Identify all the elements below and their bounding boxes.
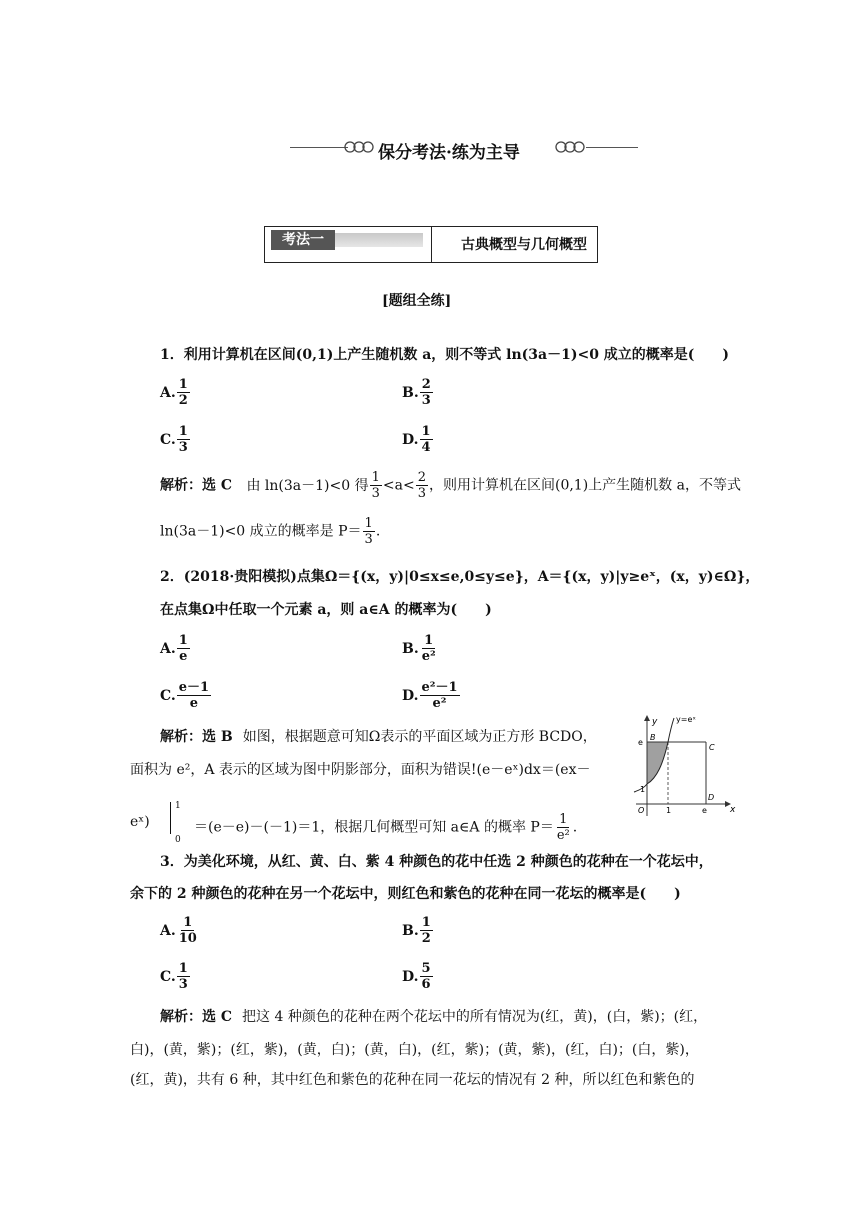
q3-stem-line2: 余下的 2 种颜色的花种在另一个花坛中，则红色和紫色的花种在同一花坛的概率是( ) bbox=[130, 886, 681, 902]
q2-option-a[interactable]: A. $\frac{1}{e}$ bbox=[160, 633, 188, 664]
q2-graph-curve-label: y=eˣ bbox=[676, 715, 696, 724]
q1-b-frac: $\frac{2}{3}$ bbox=[421, 377, 431, 408]
q2-graph-e-x: e bbox=[702, 806, 707, 815]
q3-option-d[interactable]: D. $\frac{5}{6}$ bbox=[402, 961, 431, 992]
q1-option-c[interactable]: C. $\frac{1}{3}$ bbox=[160, 424, 188, 455]
q2-option-b[interactable]: B. $\frac{1}{\text{e²}}$ bbox=[402, 633, 436, 664]
q1-sol-frac3: $\frac{1}{3}$ bbox=[364, 516, 373, 547]
q2-graph-one-x: 1 bbox=[666, 806, 672, 815]
q1-a-frac: $\frac{1}{2}$ bbox=[178, 377, 188, 408]
q1-c-frac: $\frac{1}{3}$ bbox=[178, 424, 188, 455]
q2-eval-bar bbox=[170, 802, 171, 834]
group-title: [题组全练] bbox=[382, 293, 452, 309]
topic-title: 古典概型与几何概型 bbox=[461, 237, 587, 253]
q2-graph-e-y: e bbox=[638, 738, 643, 747]
q2-graph-label-c: C bbox=[709, 743, 715, 752]
q3-stem-line1: 3．为美化环境，从红、黄、白、紫 4 种颜色的花中任选 2 种颜色的花种在一个花坛中， bbox=[160, 854, 713, 870]
q2-option-d[interactable]: D. $\frac{\text{e²－1}}{\text{e²}}$ bbox=[402, 680, 458, 711]
q1-sol-frac2: $\frac{2}{3}$ bbox=[417, 470, 426, 501]
header-rule-left bbox=[290, 147, 348, 148]
q1-option-d[interactable]: D. $\frac{1}{4}$ bbox=[402, 424, 431, 455]
q2-solution-line2: 面积为 e²，A 表示的区域为图中阴影部分，面积为错误!(e－eˣ)dx＝(ex－ bbox=[130, 762, 591, 778]
q2-graph-label-o: O bbox=[638, 806, 645, 815]
q3-solution-line2: 白)，(黄，紫)；(红，紫)，(黄，白)；(黄，白)，(红，紫)；(黄，紫)，(红，白)；(白，紫)， bbox=[130, 1042, 699, 1058]
q1-d-frac: $\frac{1}{4}$ bbox=[421, 424, 431, 455]
header-ornament-left-icon bbox=[342, 139, 376, 155]
header-ornament-right-icon bbox=[553, 139, 587, 155]
q3-solution-line1: 解析：选 C 把这 4 种颜色的花种在两个花坛中的所有情况为(红，黄)，(白，紫)；(红， bbox=[160, 1009, 708, 1025]
q2-graph-shaded-region bbox=[647, 742, 668, 784]
q1-stem: 1．利用计算机在区间(0,1)上产生随机数 a，则不等式 ln(3a－1)<0 成立的概率是( ) bbox=[160, 347, 730, 363]
topic-badge-area bbox=[265, 227, 432, 262]
q2-graph-label-b: B bbox=[650, 733, 656, 742]
topic-box bbox=[264, 226, 598, 263]
q2-graph bbox=[632, 712, 736, 820]
q2-graph-one-y: 1 bbox=[640, 785, 646, 794]
q1-sol-frac1: $\frac{1}{3}$ bbox=[371, 470, 380, 501]
q2-graph-x-label: x bbox=[730, 805, 736, 815]
q2-graph-label-d: D bbox=[708, 793, 715, 802]
q3-solution-line3: (红，黄)，共有 6 种，其中红色和紫色的花种在同一花坛的情况有 2 种，所以红色和紫色的 bbox=[130, 1072, 695, 1088]
q3-option-c[interactable]: C. $\frac{1}{3}$ bbox=[160, 961, 188, 992]
q1-solution-line1: 解析：选 C 由 ln(3a－1)<0 得 $\frac{1}{3}$ <a< $\frac{2}{3}$ ，则用计算机在区间(0,1)上产生随机数 a，不等式 bbox=[160, 470, 741, 501]
q1-option-a[interactable]: A. $\frac{1}{2}$ bbox=[160, 377, 188, 408]
q2-option-c[interactable]: C. $\frac{e-1}{e}$ bbox=[160, 680, 210, 711]
q2-stem-line1: 2．(2018·贵阳模拟)点集Ω＝{(x，y)|0≤x≤e,0≤y≤e}，A＝{(x，y)|y≥eˣ，(x，y)∈Ω}， bbox=[160, 569, 760, 585]
q3-option-b[interactable]: B. $\frac{1}{2}$ bbox=[402, 915, 431, 946]
q3-option-a[interactable]: A. $\frac{1}{10}$ bbox=[160, 915, 197, 946]
q2-graph-y-label: y bbox=[652, 717, 658, 727]
q1-solution-line2: ln(3a－1)<0 成立的概率是 P＝ $\frac{1}{3}$ . bbox=[160, 516, 381, 547]
topic-badge: 考法一 bbox=[271, 230, 335, 250]
q1-option-b[interactable]: B. $\frac{2}{3}$ bbox=[402, 377, 431, 408]
header-rule-right bbox=[586, 147, 638, 148]
q2-solution-line1: 解析：选 B 如图，根据题意可知Ω表示的平面区域为正方形 BCDO， bbox=[160, 729, 597, 745]
q2-stem-line2: 在点集Ω中任取一个元素 a，则 a∈A 的概率为( ) bbox=[160, 602, 492, 618]
header-title: 保分考法·练为主导 bbox=[378, 143, 520, 163]
